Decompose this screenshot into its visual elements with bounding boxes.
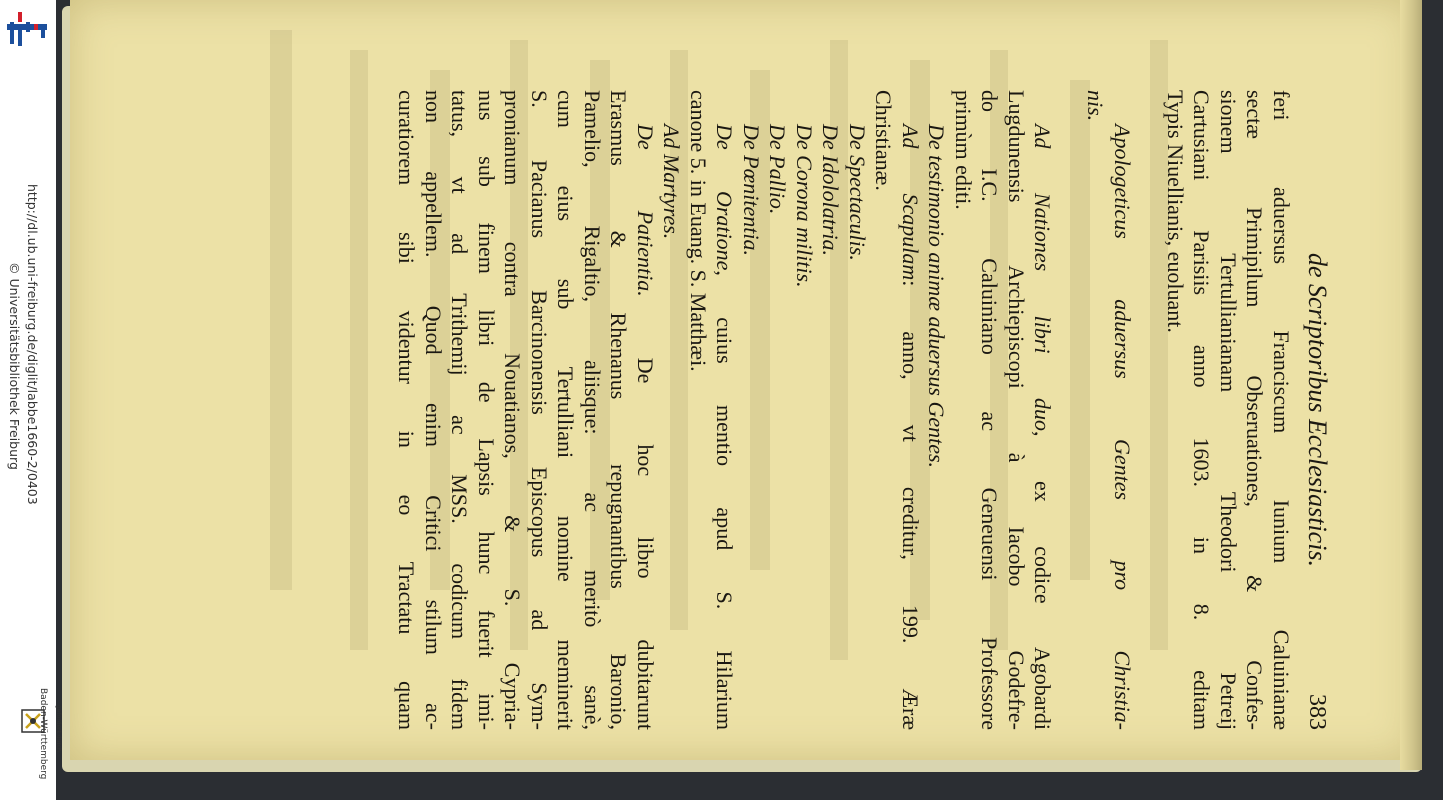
viewer-sidebar — [0, 0, 62, 800]
sponsor-caption: gefördert durch — [55, 705, 62, 752]
text-line: nis. — [1083, 90, 1109, 122]
library-logo-icon — [4, 10, 48, 50]
text-line: De Corona militis. — [792, 124, 817, 288]
text-line: S. Pacianus Barcinonensis Episcopus ad Sym- — [527, 90, 552, 730]
text-line: Christianæ. — [871, 90, 897, 191]
page-text-block — [140, 90, 1330, 730]
source-url[interactable]: http://dl.ub.uni-freiburg.de/diglit/labbe1660-2/0403 — [25, 184, 40, 505]
text-line: Ad Scapulam: anno, vt creditur, 199. Æræ — [898, 124, 923, 731]
text-line: Ad Martyres. — [659, 124, 685, 240]
text-line: curatiorem sibi videntur in eo Tractatu quam — [394, 90, 420, 730]
text-line: Lugdunensis Archiepiscopi à Iacobo Godefre- — [1004, 90, 1029, 730]
text-line — [1135, 90, 1162, 730]
sponsor-mark-icon — [20, 708, 46, 734]
page-number: 383 — [1304, 694, 1330, 730]
text-line: Ad Nationes libri duo, ex codice Agobardi — [1030, 124, 1056, 730]
copyright-notice: © Universitätsbibliothek Freiburg — [7, 262, 22, 470]
text-line: De Patientia. De hoc libro dubitarunt — [633, 124, 658, 730]
text-line: De Pallio. — [765, 124, 791, 215]
text-lines — [393, 90, 1294, 730]
text-line: Erasmus & Rhenanus repugnantibus Baronio, — [606, 90, 632, 730]
text-line: Apologeticus aduersus Gentes pro Christia- — [1110, 124, 1135, 730]
text-line: nus sub finem libri de Lapsis hunc fuerit imi- — [474, 90, 499, 730]
text-line: tatus, vt ad Trithemij ac MSS. codicum fidem — [447, 90, 473, 730]
text-line: sionem Tertullianianam Theodori Petreij — [1216, 90, 1241, 730]
running-header — [1294, 90, 1330, 730]
text-line: De Spectaculis. — [845, 124, 870, 261]
text-line — [1056, 90, 1083, 730]
text-line: canone 5. in Euang. S. Matthæi. — [686, 90, 711, 372]
text-line: pronianum contra Nouatianos, & S. Cypria- — [500, 90, 526, 730]
running-head: de Scriptoribus Ecclesiasticis. — [1303, 252, 1332, 568]
page-gutter — [1400, 0, 1422, 770]
sponsor-name: Baden-Württemberg — [38, 688, 48, 780]
text-line: Typis Niuellianis, euoluant. — [1163, 90, 1188, 333]
text-line: non appellem. Quod enim Critici stilum ac- — [421, 90, 446, 730]
text-line: feri aduersus Franciscum Iunium Caluinianæ — [1269, 90, 1294, 730]
text-line: do I.C. Caluiniano ac Geneuensi Professore — [977, 90, 1003, 730]
text-line: Cartusiani Parisiis anno 1603. in 8. editam — [1189, 90, 1215, 730]
text-line: cum eius sub Tertulliani nomine meminerit — [553, 90, 579, 730]
text-line: De Idololatria. — [818, 124, 844, 256]
text-line: De Pœnitentia. — [739, 124, 764, 256]
text-line: De Oratione, cuius mentio apud S. Hilarium — [712, 124, 738, 731]
text-line: sectæ Primipilum Obseruationes, & Confes- — [1242, 90, 1268, 730]
text-line: primùm editi. — [951, 90, 976, 210]
text-line: De testimonio animæ aduersus Gentes. — [924, 124, 950, 469]
text-line: Pamelio, Rigaltio, aliisque: ac meritò sanè, — [580, 90, 605, 730]
